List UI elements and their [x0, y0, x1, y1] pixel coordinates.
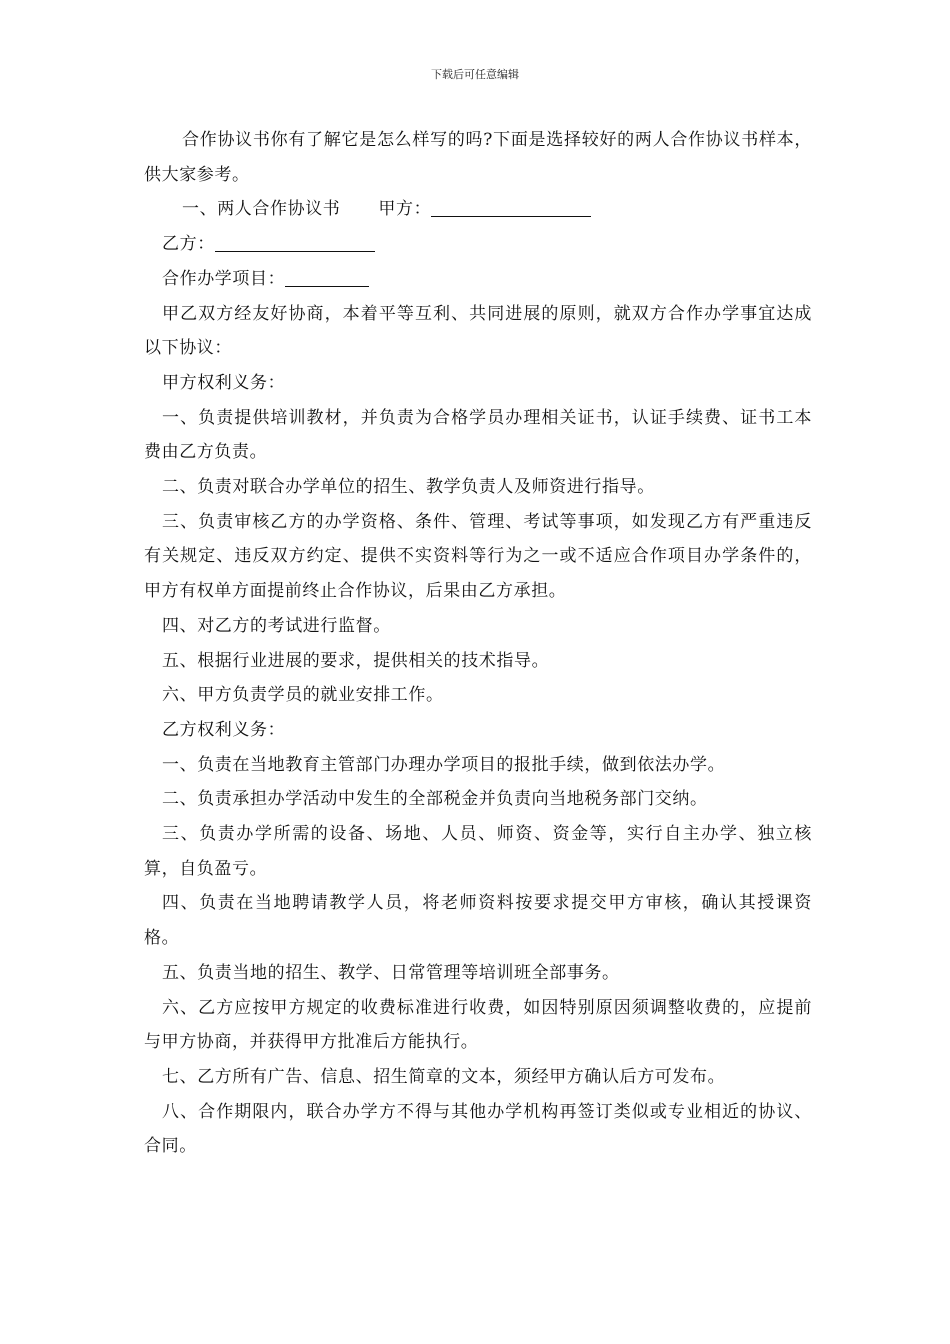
project-label: 合作办学项目： — [162, 268, 286, 289]
party-a-label: 甲方： — [378, 199, 432, 220]
party-a-item: 五、根据行业进展的要求，提供相关的技术指导。 — [162, 650, 550, 671]
party-b-heading: 乙方权利义务： — [162, 719, 286, 740]
preamble-paragraph: 甲乙双方经友好协商，本着平等互利、共同进展的原则，就双方合作办学事宜达成以下协议： — [144, 303, 812, 359]
party-b-item: 六、乙方应按甲方规定的收费标准进行收费，如因特别原因须调整收费的，应提前与甲方协商，并获得甲方批准后方能执行。 — [144, 997, 812, 1053]
project-blank — [285, 268, 369, 287]
party-b-item: 一、负责在当地教育主管部门办理办学项目的报批手续，做到依法办学。 — [162, 754, 726, 775]
section-title-line — [144, 192, 812, 227]
party-a-item: 三、负责审核乙方的办学资格、条件、管理、考试等事项，如发现乙方有严重违反有关规定、违反双方约定、提供不实资料等行为之一或不适应合作项目办学条件的，甲方有权单方面提前终止合作协议，后果由乙方承担。 — [144, 511, 812, 602]
project-line — [144, 262, 812, 297]
party-a-item: 四、对乙方的考试进行监督。 — [162, 615, 391, 636]
party-b-label: 乙方： — [162, 234, 215, 255]
party-a-item: 六、甲方负责学员的就业安排工作。 — [162, 685, 444, 706]
party-a-heading: 甲方权利义务： — [162, 372, 286, 393]
party-b-item: 三、负责办学所需的设备、场地、人员、师资、资金等，实行自主办学、独立核算，自负盈亏。 — [144, 824, 812, 879]
section-title: 一、两人合作协议书 — [182, 199, 341, 220]
document-body — [144, 123, 812, 1164]
party-b-item: 八、合作期限内，联合办学方不得与其他办学机构再签订类似或专业相近的协议、合同。 — [144, 1101, 812, 1157]
party-b-blank — [215, 233, 375, 252]
party-b-line — [144, 227, 812, 262]
party-a-blank — [431, 198, 591, 217]
intro-paragraph: 合作协议书你有了解它是怎么样写的吗?下面是选择较好的两人合作协议书样本，供大家参考。 — [144, 130, 812, 185]
party-b-item: 五、负责当地的招生、教学、日常管理等培训班全部事务。 — [162, 962, 620, 983]
party-b-item: 二、负责承担办学活动中发生的全部税金并负责向当地税务部门交纳。 — [162, 789, 708, 810]
party-b-item: 四、负责在当地聘请教学人员，将老师资料按要求提交甲方审核，确认其授课资格。 — [144, 893, 812, 949]
party-a-item: 二、负责对联合办学单位的招生、教学负责人及师资进行指导。 — [162, 477, 655, 498]
header-note: 下载后可任意编辑 — [431, 68, 519, 81]
party-a-item: 一、负责提供培训教材，并负责为合格学员办理相关证书，认证手续费、证书工本费由乙方负责。 — [144, 407, 812, 463]
party-b-item: 七、乙方所有广告、信息、招生简章的文本，须经甲方确认后方可发布。 — [162, 1066, 726, 1087]
